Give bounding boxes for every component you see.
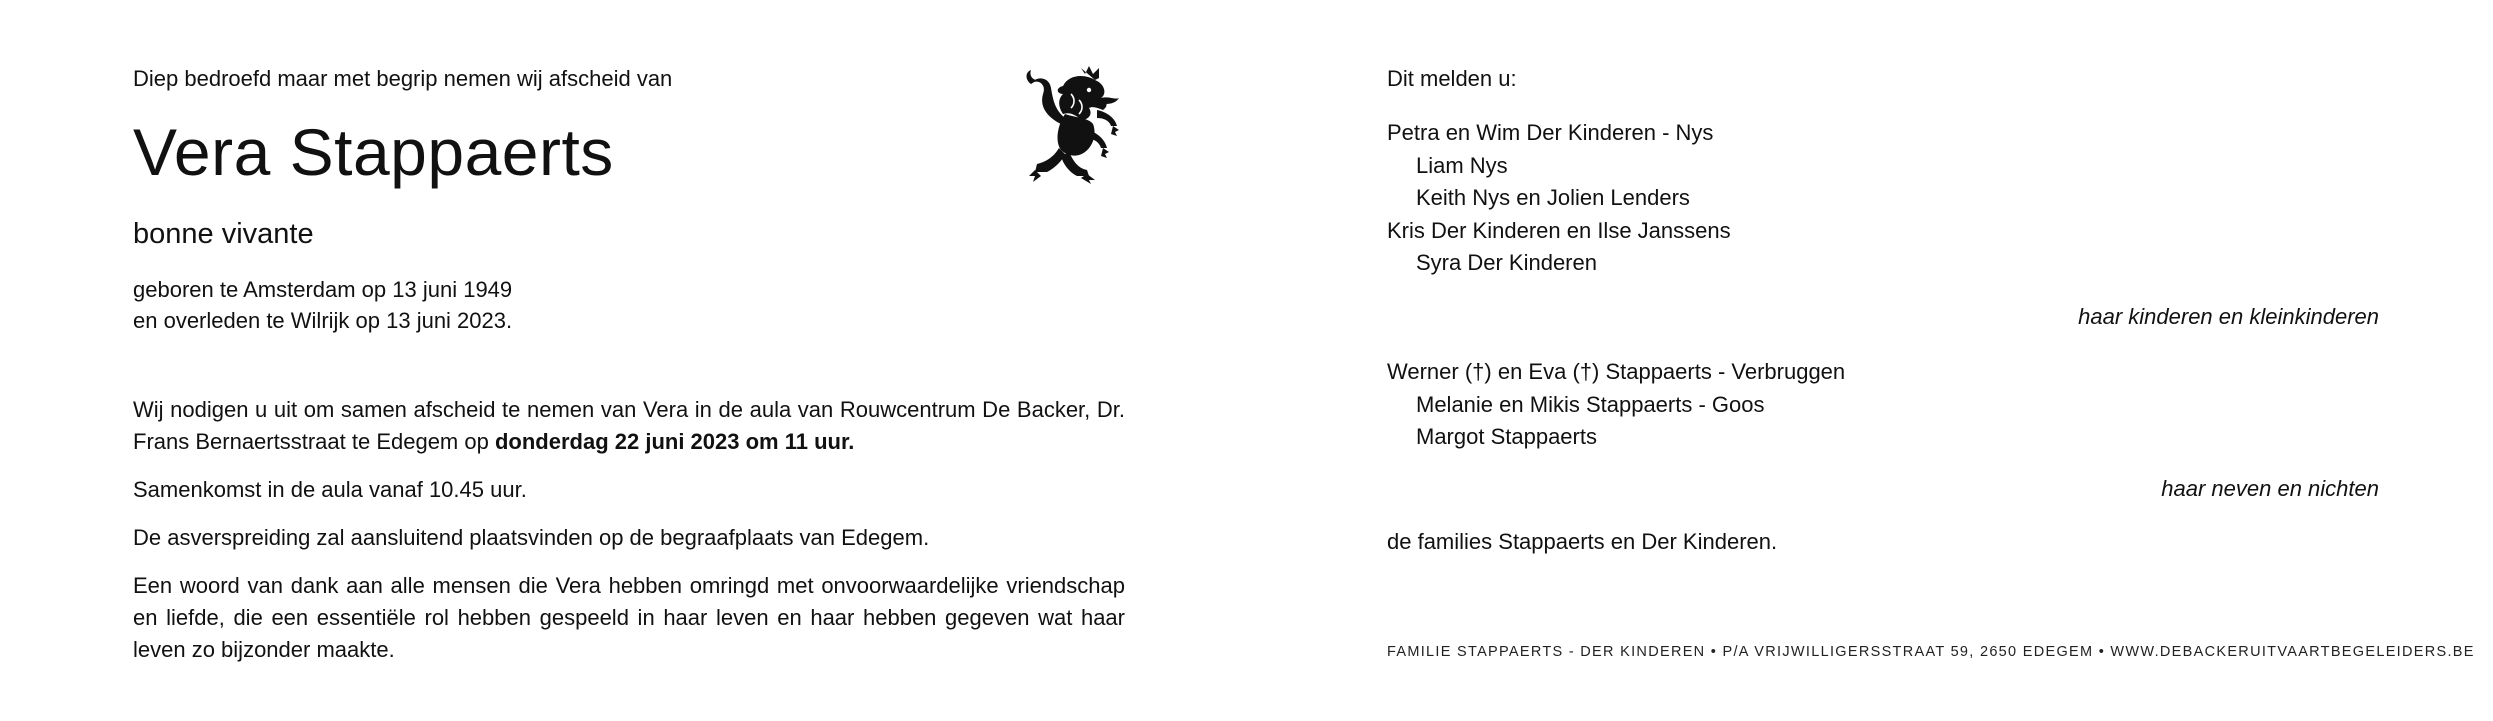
family-member-line: Liam Nys <box>1416 152 1508 178</box>
death-line: en overleden te Wilrijk op 13 juni 2023. <box>133 308 513 333</box>
gathering-text: Samenkomst in de aula vanaf 10.45 uur. <box>133 477 527 502</box>
family-member-line: Syra Der Kinderen <box>1416 250 1597 275</box>
family-member-line: Margot Stappaerts <box>1416 424 1597 449</box>
ceremony-invitation <box>133 394 1125 458</box>
intro-text: Diep bedroefd maar met begrip nemen wij afscheid van <box>133 66 673 91</box>
relation-label-children: haar kinderen en kleinkinderen <box>2078 304 2379 329</box>
family-member-line: Melanie en Mikis Stappaerts - Goos <box>1416 391 1765 417</box>
announcement-heading: Dit melden u: <box>1387 66 1517 91</box>
families-line: de families Stappaerts en Der Kinderen. <box>1387 529 1778 554</box>
family-group-nephews <box>1387 356 2379 454</box>
left-panel <box>133 0 1125 721</box>
tagline: bonne vivante <box>133 218 314 250</box>
thanks-text: Een woord van dank aan alle mensen die Vera hebben omringd met onvoorwaardelijke vriendschap en liefde, die een essentiële rol hebben gespeeld in haar leven en haar hebben gegeven wat haar leven zo bijzonder maakte. <box>133 573 1125 662</box>
ceremony-date-time: donderdag 22 juni 2023 om 11 uur. <box>494 429 855 454</box>
birth-line: geboren te Amsterdam op 13 juni 1949 <box>133 277 513 302</box>
ceremony-invitation-text: Wij nodigen u uit om samen afscheid te nemen van Vera in de aula van Rouwcentrum De Backer, Dr. Frans Bernaertsstraat te Edegem op <box>133 397 1125 454</box>
lion-rampant-crest-icon <box>1023 64 1123 184</box>
right-panel <box>1387 0 2475 721</box>
family-member-line: Werner (†) en Eva (†) Stappaerts - Verbruggen <box>1387 359 1846 384</box>
footer-address: FAMILIE STAPPAERTS - DER KINDEREN • P/A VRIJWILLIGERSSTRAAT 59, 2650 EDEGEM • WWW.DEBACKERUITVAARTBEGELEIDERS.BE <box>1387 644 2475 660</box>
ash-scattering-text: De asverspreiding zal aansluitend plaatsvinden op de begraafplaats van Edegem. <box>133 525 930 550</box>
family-group-children <box>1387 117 2379 280</box>
family-member-line: Keith Nys en Jolien Lenders <box>1416 185 1690 210</box>
family-member-line: Petra en Wim Der Kinderen - Nys <box>1387 120 1714 145</box>
deceased-name: Vera Stappaerts <box>133 115 614 189</box>
relation-label-nephews: haar neven en nichten <box>2161 476 2379 501</box>
life-dates <box>133 274 512 336</box>
family-member-line: Kris Der Kinderen en Ilse Janssens <box>1387 217 1731 243</box>
